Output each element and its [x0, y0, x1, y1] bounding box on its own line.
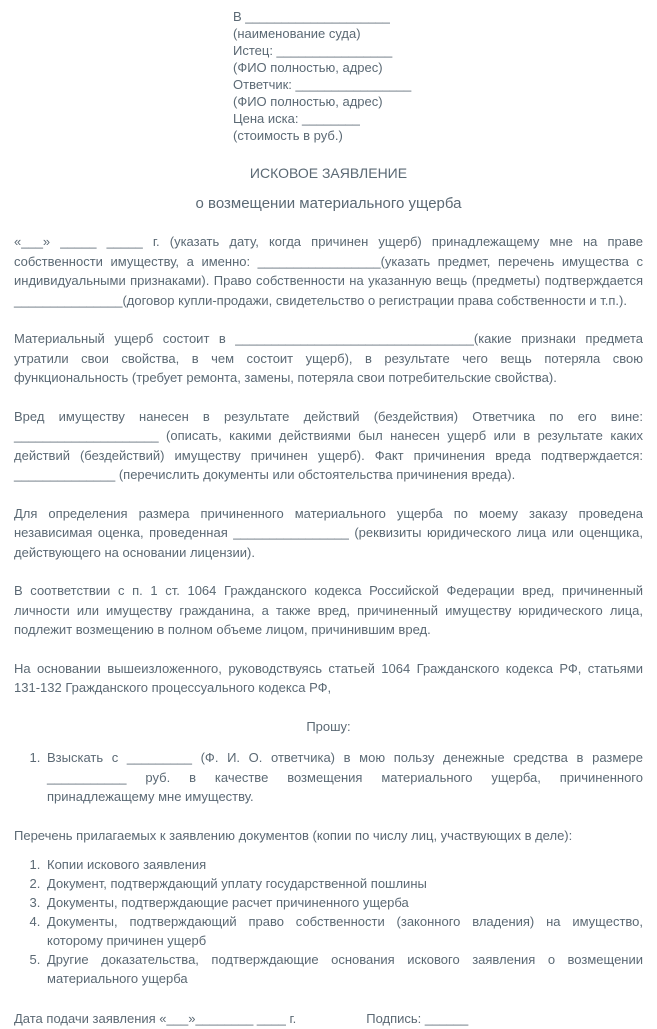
- court-name-hint: (наименование суда): [233, 26, 361, 41]
- attachment-item: 5. Другие доказательства, подтверждающие основания искового заявления о возмещении материального ущерба: [44, 950, 643, 988]
- attachment-item: 4. Документы, подтверждающий право собственности (законного владения) на имущество, которому причинен ущерб: [44, 912, 643, 950]
- claim-price-hint: (стоимость в руб.): [233, 128, 343, 143]
- attachment-item: 1. Копии искового заявления: [44, 855, 643, 874]
- claim-price-field: Цена иска: ________: [233, 111, 360, 126]
- plaintiff-field: Истец: ________________: [233, 43, 393, 58]
- request-list: [14, 748, 643, 807]
- request-item: 1. Взыскать с _________ (Ф. И. О. ответчика) в мою пользу денежные средства в размере ___________ руб. в качестве возмещения материального ущерба, причиненного принадлежащему мне имуществу.: [44, 748, 643, 807]
- paragraph-legal-basis: В соответствии с п. 1 ст. 1064 Гражданского кодекса Российской Федерации вред, причиненный личности или имуществу гражданина, а также вред, причиненный имуществу юридического лица, подлежит возмещению в полном объеме лицом, причинившим вред.: [14, 583, 643, 637]
- document-subtitle: о возмещении материального ущерба: [195, 195, 462, 212]
- paragraph-damage-description: Материальный ущерб состоит в _________________________________(какие признаки предмета утратили свои свойства, в чем состоит ущерб), в результате чего вещь потеряла свою функциональность (требует ремонта, замены, потеряла свои потребительские свойства).: [14, 331, 643, 385]
- defendant-field: Ответчик: ________________: [233, 77, 412, 92]
- paragraph-damage-date: «___» _____ _____ г. (указать дату, когда причинен ущерб) принадлежащему мне на праве собственности имуществу, а именно: _________________(указать предмет, перечень имущества с индивидуальными признаками). Право собственности на указанную вещь (предметы) подтверждается _______________(договор купли-продажи, свидетельство о регистрации права собственности и т.п.).: [14, 234, 643, 308]
- attachments-intro: Перечень прилагаемых к заявлению документов (копии по числу лиц, участвующих в деле):: [14, 827, 573, 843]
- attachments-list: [14, 855, 643, 988]
- defendant-hint: (ФИО полностью, адрес): [233, 94, 383, 109]
- attachment-item: 2. Документ, подтверждающий уплату государственной пошлины: [44, 874, 643, 893]
- attachment-item: 3. Документы, подтверждающие расчет причиненного ущерба: [44, 893, 643, 912]
- court-name-field: В ____________________: [233, 9, 390, 24]
- paragraph-conclusion: На основании вышеизложенного, руководствуясь статьей 1064 Гражданского кодекса РФ, статьями 131-132 Гражданского процессуального кодекса РФ,: [14, 660, 643, 695]
- document-title: ИСКОВОЕ ЗАЯВЛЕНИЕ: [249, 165, 408, 181]
- court-header-block: [233, 8, 643, 144]
- paragraph-independent-appraisal: Для определения размера причиненного материального ущерба по моему заказу проведена независимая оценка, проведенная ________________ (реквизиты юридического лица или оценщика, действующего на основании лицензии).: [14, 505, 643, 560]
- signature-line: Подпись: ______: [366, 1011, 469, 1026]
- plaintiff-hint: (ФИО полностью, адрес): [233, 60, 383, 75]
- footer-row: [14, 1009, 643, 1029]
- filing-date-line: Дата подачи заявления «___»________ ____ г.: [14, 1011, 297, 1026]
- request-heading: Прошу:: [306, 718, 351, 734]
- paragraph-defendant-fault: Вред имуществу нанесен в результате действий (бездействия) Ответчика по его вине: ____________________ (описать, какими действиями был нанесен ущерб или в результате каких действий (бездействий) имуществу причинен ущерб). Факт причинения вреда подтверждается: ______________ (перечислить документы или обстоятельства причинения вреда).: [14, 408, 643, 482]
